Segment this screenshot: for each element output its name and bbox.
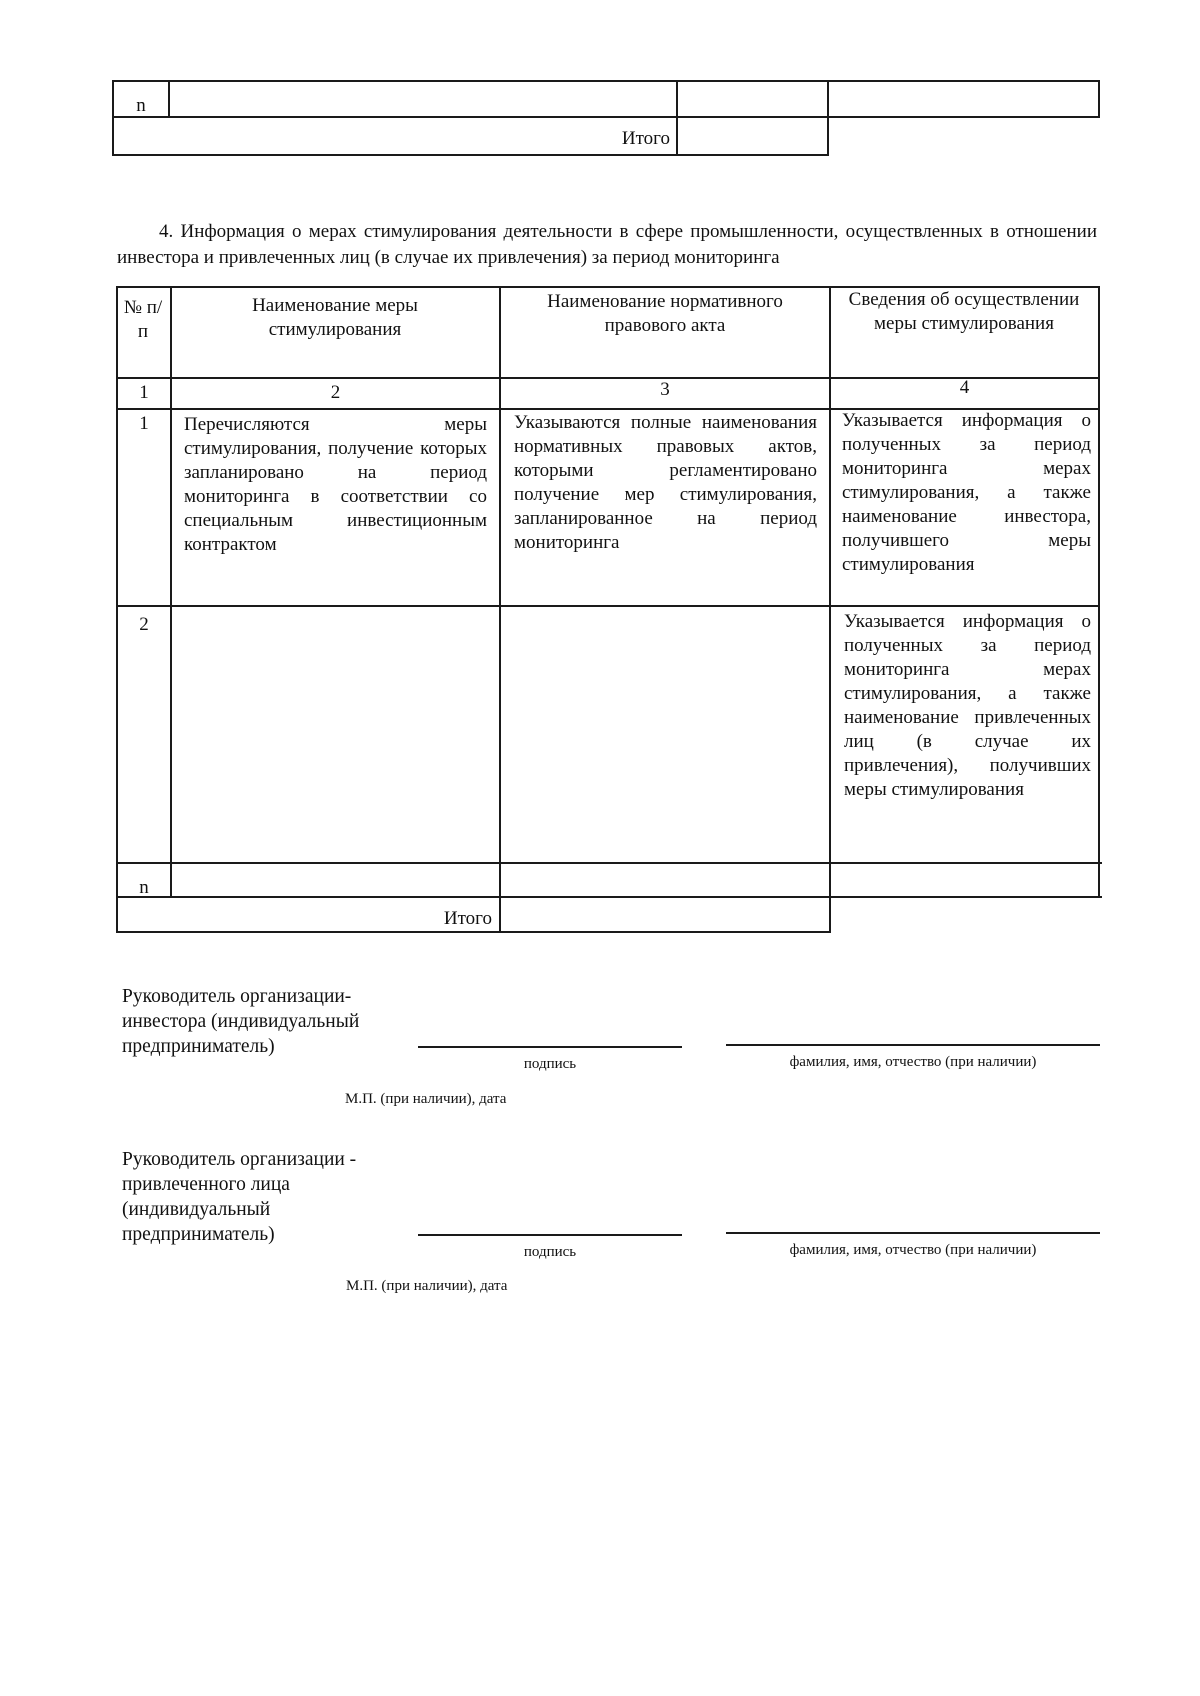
table-row-2-implementation: Указывается информация о полученных за период мониторинга мерах стимулирования, а также наименование привлеченных лиц (в случае их привлечения), получивших меры стимулирования [844,611,1091,800]
table-row-2-number: 2 [139,614,149,635]
column-number-3: 3 [660,379,670,400]
header-legal-act: Наименование нормативного правового акта [547,291,783,336]
column-number-4: 4 [959,377,970,398]
signature-caption-attracted: подпись [523,1244,577,1260]
table-row-1-implementation: Указывается информация о полученных за период мониторинга мерах стимулирования, а также наименование инвестора, получившего меры стимулирования [842,410,1091,575]
signatory-role-attracted: Руководитель организации - привлеченного лица (индивидуальный предприниматель) [122,1149,357,1245]
table-total-label: Итого [443,908,492,929]
signature-line-attracted [418,1234,682,1236]
name-caption-investor: фамилия, имя, отчество (при наличии) [789,1054,1037,1070]
name-caption-attracted: фамилия, имя, отчество (при наличии) [789,1242,1037,1258]
signature-line-investor [418,1046,682,1048]
prev-total-label: Итого [621,128,670,149]
name-line-attracted [726,1232,1100,1234]
section-4-heading: 4. Информация о мерах стимулирования деятельности в сфере промышленности, осуществленных в отношении инвестора и привлеченных лиц (в случае их привлечения) за период мониторинга [117,221,1097,268]
signature-caption-investor: подпись [523,1056,577,1072]
table-row-n-label: n [139,877,149,898]
name-line-investor [726,1044,1100,1046]
header-measure-name: Наименование меры стимулирования [252,295,418,340]
stamp-caption-attracted: М.П. (при наличии), дата [346,1278,508,1294]
table-row-1-legal-acts: Указываются полные наименования нормативных правовых актов, которыми регламентировано получение мер стимулирования, запланированное на период мониторинга [514,412,817,553]
table-row-1-number: 1 [139,413,149,434]
signatory-role-investor: Руководитель организации-инвестора (индивидуальный предприниматель) [122,986,360,1057]
table-row-1-measures: Перечисляются меры стимулирования, получение которых запланировано на период мониторинга в соответствии со специальным инвестиционным контрактом [184,414,487,555]
prev-row-n-label: n [136,95,146,116]
column-number-1: 1 [139,382,149,403]
stamp-caption-investor: М.П. (при наличии), дата [345,1091,507,1107]
column-number-2: 2 [330,382,341,403]
header-implementation: Сведения об осуществлении меры стимулирования [848,289,1080,334]
header-number: № п/п [123,297,163,342]
